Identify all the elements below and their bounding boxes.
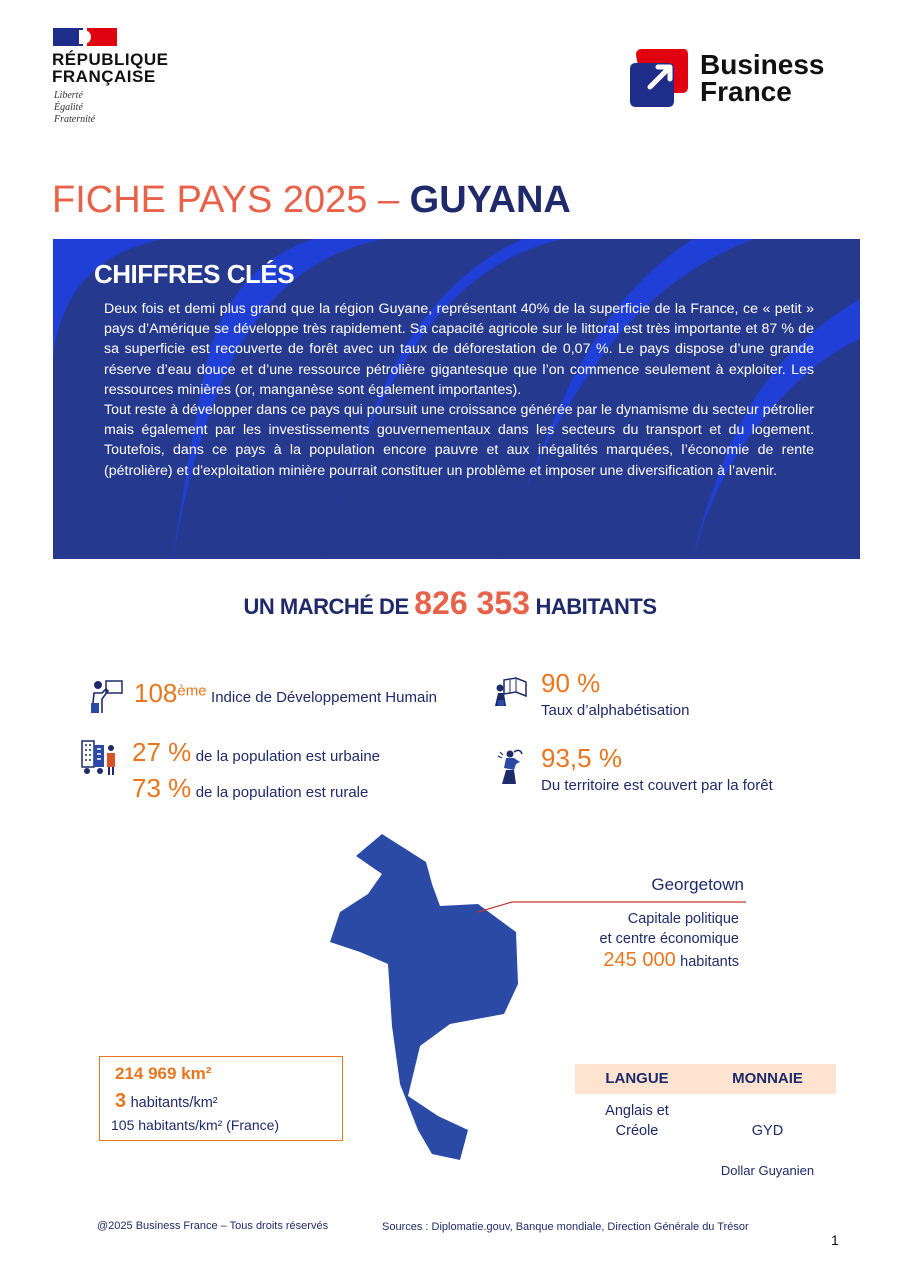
- market-prefix: UN MARCHÉ DE: [243, 594, 415, 619]
- literacy-label: Taux d’alphabétisation: [541, 702, 690, 719]
- hdi-stat: [134, 678, 437, 708]
- area-surface: 214 969 km²: [115, 1064, 212, 1083]
- capital-population-unit: habitants: [680, 954, 739, 970]
- gov-name: RÉPUBLIQUE FRANÇAISE: [52, 50, 169, 86]
- business-france-logo-icon: [628, 47, 690, 109]
- rural-stat: [132, 773, 368, 803]
- presenter-icon: [84, 675, 126, 717]
- title-country: GUYANA: [409, 179, 571, 221]
- market-suffix: HABITANTS: [529, 594, 657, 619]
- language-heading: LANGUE: [575, 1064, 699, 1094]
- page-title: [52, 177, 571, 223]
- page-number: 1: [831, 1232, 839, 1248]
- area-france-density: 105 habitants/km² (France): [111, 1117, 280, 1133]
- key-figures-heading: CHIFFRES CLÉS: [94, 259, 295, 289]
- key-figures-banner: [53, 239, 860, 559]
- urban-stat: [132, 737, 380, 767]
- hdi-rank-suffix: ème: [177, 682, 207, 700]
- footer-copyright: @2025 Business France – Tous droits réservés: [97, 1220, 329, 1232]
- city-buildings-icon: [80, 737, 122, 779]
- area-box: [99, 1056, 343, 1141]
- currency-value: [699, 1101, 836, 1201]
- marianne-flag-icon: [53, 28, 117, 46]
- key-figures-paragraph-1: Deux fois et demi plus grand que la région Guyane, représentant 40% de la superficie de la France, ce « petit » pays d’Amérique se développe très rapidement. Sa capacité agricole sur le littoral est très importante et 87 % de sa superficie est recouverte de forêt avec un taux de déforestation de 0,07 %. Le pays dispose d’une grande réserve d’eau douce et d’une ressource pétrolière gigantesque que l’on commence seulement à exploiter. Les ressources minières (or, manganèse sont également importantes).: [104, 301, 814, 398]
- rural-label: de la population est rurale: [195, 784, 369, 801]
- guyana-map-icon: [328, 834, 540, 1160]
- market-headline: [0, 585, 900, 622]
- currency-name: Dollar Guyanien: [720, 1163, 815, 1178]
- reading-book-icon: [490, 672, 532, 714]
- urban-value: 27 %: [132, 737, 192, 767]
- capital-population: [540, 949, 739, 972]
- rural-value: 73 %: [132, 773, 192, 803]
- currency-code: GYD: [751, 1123, 784, 1139]
- brand-name: Business France: [700, 49, 825, 107]
- capital-description: Capitale politique et centre économique: [599, 911, 739, 947]
- literacy-value: 90 %: [541, 668, 601, 698]
- footer-sources: Sources : Diplomatie.gouv, Banque mondiale, Direction Générale du Trésor: [382, 1221, 749, 1233]
- forest-value: 93,5 %: [541, 743, 622, 773]
- area-density-unit: habitants/km²: [130, 1095, 218, 1111]
- forest-label: Du territoire est couvert par la forêt: [541, 777, 773, 794]
- gov-motto: Liberté Égalité Fraternité: [54, 90, 96, 125]
- title-prefix: FICHE PAYS 2025 –: [52, 179, 410, 221]
- explorer-icon: [492, 746, 534, 788]
- hdi-rank: 108: [134, 678, 178, 708]
- key-figures-paragraph-2: Tout reste à développer dans ce pays qui poursuit une croissance générée par le dynamisme du secteur pétrolier mais également par les investissements gouvernementaux dans les secteurs du transport et du logement. Toutefois, dans ce pays à la population encore pauvre et aux inégalités marquées, l’économie de rente (pétrolière) et d'exploitation minière pourrait constituer un problème et imposer une diversification à l’avenir.: [104, 402, 814, 479]
- currency-heading: MONNAIE: [699, 1064, 836, 1094]
- capital-population-value: 245 000: [603, 949, 676, 971]
- area-density: [115, 1090, 218, 1113]
- capital-name: Georgetown: [651, 875, 744, 894]
- area-density-value: 3: [115, 1090, 127, 1112]
- key-figures-text: [104, 299, 814, 481]
- hdi-label: Indice de Développement Humain: [211, 689, 437, 706]
- language-value: Anglais et Créole: [605, 1103, 669, 1139]
- market-population: 826 353: [414, 585, 530, 621]
- urban-label: de la population est urbaine: [195, 748, 381, 765]
